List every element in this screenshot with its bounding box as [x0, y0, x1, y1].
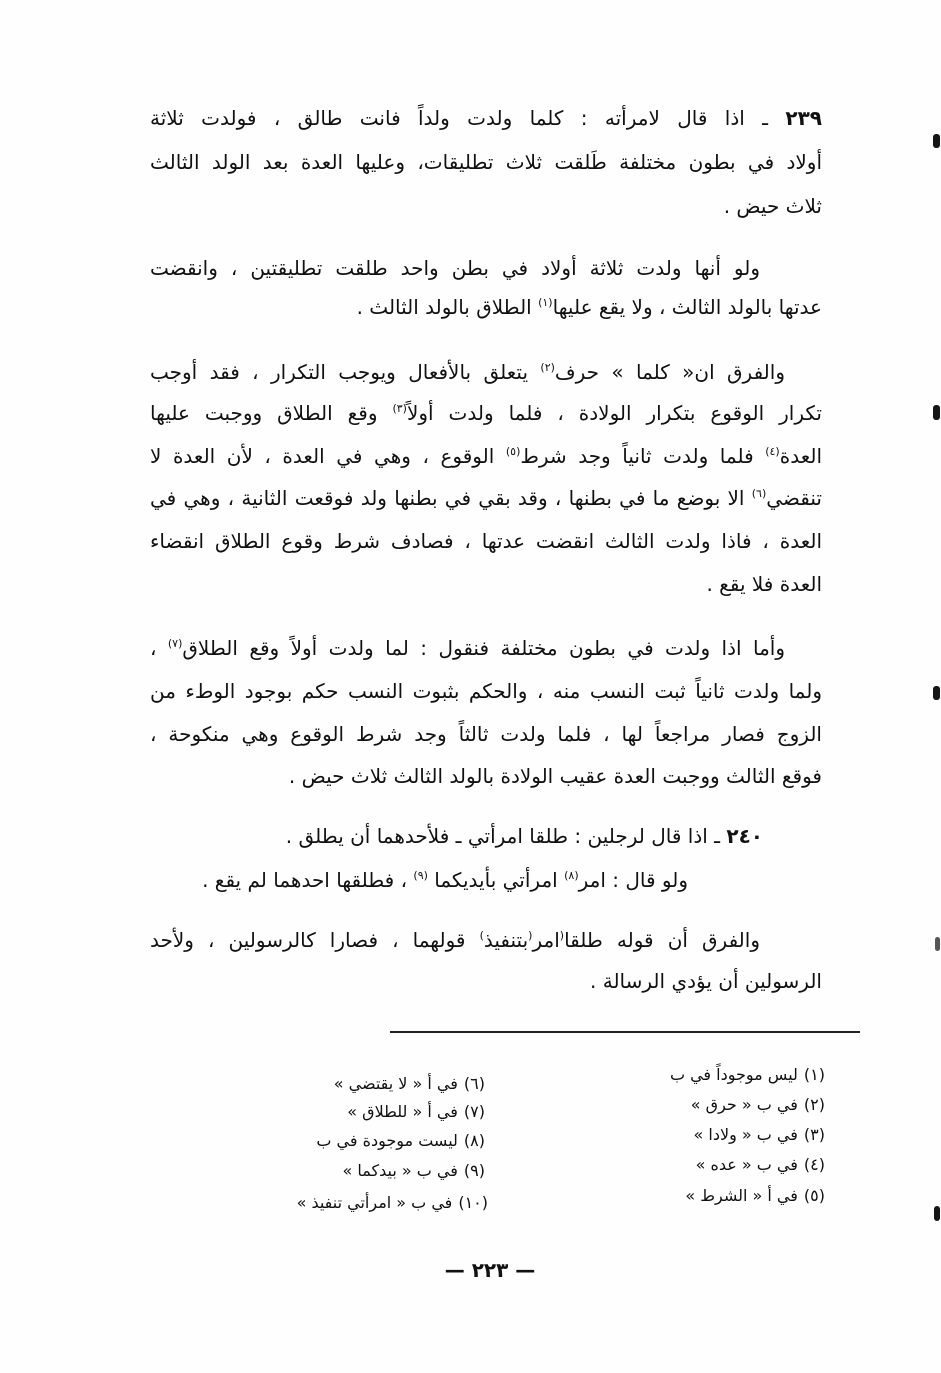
footnote-text: في ب « امرأتي تنفيذ » [296, 1193, 453, 1212]
line-text: العدة [779, 444, 822, 468]
scan-mark [935, 937, 940, 951]
line-text: ولو قال : امر [578, 868, 688, 892]
line-text: أولاد في بطون مختلفة طَلقت ثلاث تطليقات، وعليها العدة بعد الولد الثالث [150, 150, 822, 174]
footnote-ref: (١) [538, 296, 553, 309]
footnote-number: (١٠) [458, 1193, 488, 1212]
line-text: ، فطلقها احدهما لم يقع . [202, 868, 414, 892]
footnote-number: (٨) [463, 1131, 485, 1150]
text-line [150, 98, 822, 138]
scan-mark [933, 134, 940, 148]
page-number: — ٢٢٣ — [444, 1258, 536, 1282]
line-text: العدة ، فاذا ولدت الثالث انقضت عدتها ، فصادف شرط وقوع الطلاق انقضاء [150, 529, 822, 553]
line-text: تكرار الوقوع بتكرار الولادة ، فلما ولدت أولاً [406, 401, 822, 425]
text-line [150, 393, 822, 433]
scan-mark [934, 1206, 940, 1221]
line-text: الطلاق بالولد الثالث . [356, 295, 539, 319]
footnote-ref: (٥) [505, 445, 521, 458]
footnote-ref: ) [479, 929, 484, 942]
line-text: عدتها بالولد الثالث ، ولا يقع عليها [552, 295, 822, 319]
footnote-text: في أ « الشرط » [685, 1186, 798, 1205]
text-line [150, 186, 822, 226]
entry-number: ٢٣٩ [785, 106, 822, 130]
footnote-item [565, 1091, 825, 1119]
footnote-item [245, 1127, 485, 1155]
footnote-number: (٥) [803, 1186, 825, 1205]
line-text: الوقوع ، وهي في العدة ، لأن العدة لا [150, 444, 506, 468]
footnote-number: (١) [803, 1065, 825, 1084]
text-line [150, 628, 785, 668]
footnote-item [565, 1061, 825, 1089]
footnote-item [248, 1189, 488, 1217]
footnote-item [245, 1098, 485, 1126]
footnote-ref: (٩) [413, 869, 428, 882]
line-text: والفرق ان« كلما » حرف [554, 360, 785, 384]
line-text: وأما اذا ولدت في بطون مختلفة فنقول : لما ولدت أولاً وقع الطلاق [182, 636, 785, 660]
line-text: ولما ولدت ثانياً ثبت النسب منه ، والحكم بثبوت النسب حكم بوجود الوطء من [150, 679, 822, 703]
text-line [150, 521, 822, 561]
footnote-ref: (٤) [765, 445, 780, 458]
line-text: ، [150, 636, 168, 660]
footnote-text: في أ « للطلاق » [347, 1102, 458, 1121]
footnote-item [565, 1121, 825, 1149]
footnote-text: في ب « حرق » [690, 1095, 798, 1114]
text-line [150, 248, 760, 288]
footnote-ref: (٨) [564, 869, 579, 882]
footnote-number: (٢) [803, 1095, 825, 1114]
footnote-number: (٣) [803, 1125, 825, 1144]
line-text: الرسولين أن يؤدي الرسالة . [590, 969, 822, 993]
scan-mark [933, 405, 940, 420]
footnote-item [245, 1157, 485, 1185]
text-line [150, 142, 822, 182]
text-line [150, 478, 822, 518]
line-text: امرأتي بأيديكما [427, 868, 565, 892]
text-line [150, 920, 760, 960]
footnote-text: ليس موجوداً في ب [669, 1065, 798, 1084]
text-line [150, 961, 822, 1001]
text-line [150, 564, 822, 604]
footnote-text: في ب « ولادا » [693, 1125, 798, 1144]
text-line [150, 671, 822, 711]
footnote-text: في أ « لا يقتضي » [333, 1074, 458, 1093]
line-text: امر [532, 928, 560, 952]
text-line [150, 287, 822, 327]
footnote-separator [390, 1031, 860, 1033]
footnote-number: (٩) [463, 1161, 485, 1180]
footnote-item [565, 1151, 825, 1179]
line-text: يتعلق بالأفعال ويوجب التكرار ، فقد أوجب [150, 360, 541, 384]
footnote-ref: (٧) [167, 637, 183, 650]
scan-mark [933, 686, 940, 700]
text-line [150, 352, 785, 392]
line-text: والفرق أن قوله طلقا [564, 928, 760, 952]
footnote-ref: (٦) [751, 487, 767, 500]
line-text: تنقضي [766, 486, 822, 510]
line-text: بتنفيذ [483, 928, 529, 952]
footnote-text: في ب « عده » [695, 1155, 798, 1174]
line-text: وقع الطلاق ووجبت عليها [150, 401, 393, 425]
footnote-ref: (٢) [540, 361, 555, 374]
line-text: فوقع الثالث ووجبت العدة عقيب الولادة بالولد الثالث ثلاث حيض . [288, 764, 822, 788]
entry-number: ٢٤٠ [726, 824, 763, 848]
line-text: ثلاث حيض . [723, 194, 822, 218]
text-line [150, 714, 822, 754]
text-line [128, 860, 688, 900]
line-text: الزوج فصار مراجعاً لها ، فلما ولدت ثالثاً وجد شرط الوقوع وهي منكوحة ، [150, 722, 822, 746]
footnote-text: ليست موجودة في ب [316, 1131, 458, 1150]
text-line [150, 436, 822, 476]
footnote-ref: (٣) [392, 402, 407, 415]
line-text: فلما ولدت ثانياً وجد شرط [520, 444, 766, 468]
footnote-ref: ( [528, 929, 533, 942]
text-line [150, 756, 822, 796]
footnote-number: (٦) [463, 1074, 485, 1093]
footnote-item [565, 1182, 825, 1210]
line-text: العدة فلا يقع . [706, 572, 822, 596]
footnote-item [245, 1070, 485, 1098]
line-text: قولهما ، فصارا كالرسولين ، ولأحد [150, 928, 480, 952]
line-text: ـ اذا قال لامرأته : كلما ولدت ولداً فانت طالق ، فولدت ثلاثة [150, 106, 786, 130]
line-text: ـ اذا قال لرجلين : طلقا امرأتي ـ فلأحدهما أن يطلق . [285, 824, 727, 848]
footnote-text: في ب « بيدكما » [342, 1161, 458, 1180]
text-line [163, 816, 763, 856]
footnote-ref: ( [559, 929, 565, 942]
footnote-number: (٧) [463, 1102, 485, 1121]
line-text: ولو أنها ولدت ثلاثة أولاد في بطن واحد طلقت تطليقتين ، وانقضت [150, 256, 760, 280]
line-text: الا بوضع ما في بطنها ، وقد بقي في بطنها ولد فوقعت الثانية ، وهي في [150, 486, 752, 510]
footnote-number: (٤) [803, 1155, 825, 1174]
